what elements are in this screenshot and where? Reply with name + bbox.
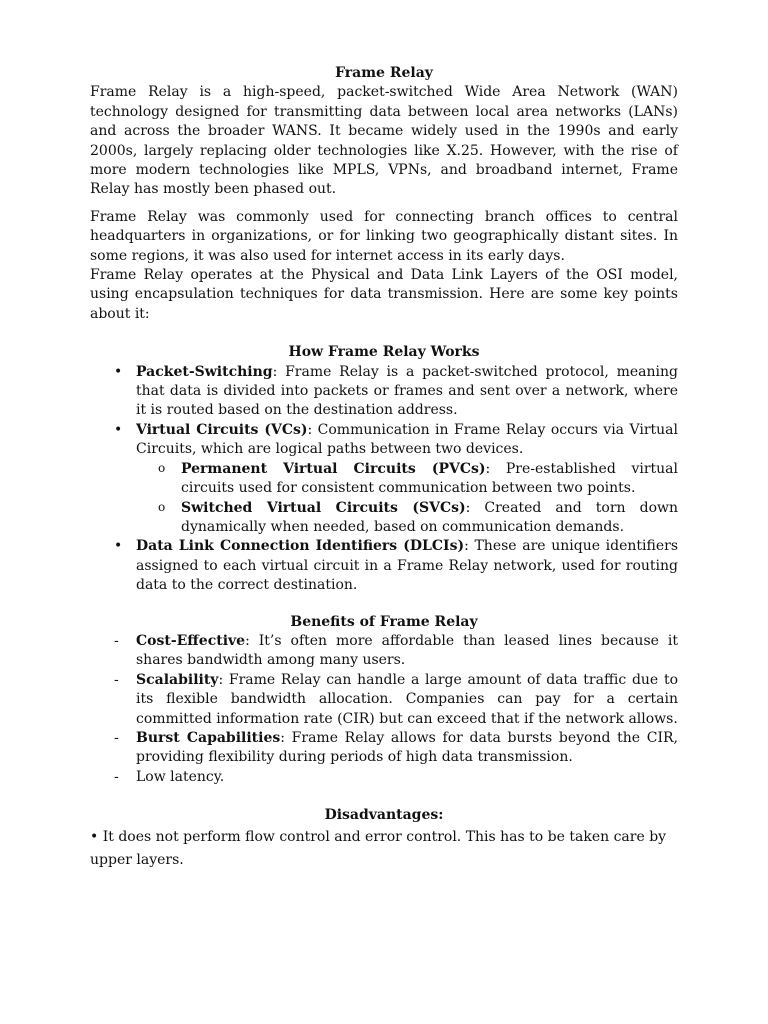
list-item xyxy=(90,421,678,537)
sub-bullet-marker: o xyxy=(158,460,166,475)
item-term: Burst Capabilities xyxy=(136,729,281,746)
how-it-works-list xyxy=(90,363,678,596)
document-title: Frame Relay xyxy=(335,65,433,81)
bullet-marker: • xyxy=(114,421,123,438)
intro-paragraph-3: Frame Relay operates at the Physical and Data Link Layers of the OSI model, using encapsulation techniques for data transmission. Here are some key points about it: xyxy=(90,267,678,322)
benefits-list xyxy=(90,632,678,787)
sub-list-item xyxy=(136,499,678,538)
dash-marker: - xyxy=(114,729,119,746)
dash-marker: - xyxy=(114,671,119,688)
item-term: Packet-Switching xyxy=(136,363,273,380)
dash-marker: - xyxy=(114,768,119,785)
item-term: Cost-Effective xyxy=(136,632,246,649)
item-text: : Communication in Frame Relay occurs via Virtual Circuits, which are logical paths between two devices. xyxy=(136,421,678,458)
item-text: : These are unique identifiers assigned to each virtual circuit in a Frame Relay network, used for routing data to the correct destination. xyxy=(136,538,678,594)
disadvantages-text: • It does not perform flow control and error control. This has to be taken care by upper layers. xyxy=(90,828,667,868)
sub-list xyxy=(136,460,678,538)
item-text: : Frame Relay allows for data bursts beyond the CIR, providing flexibility during periods of high data transmission. xyxy=(136,729,678,766)
item-text: Low latency. xyxy=(136,768,225,785)
item-term: Virtual Circuits (VCs) xyxy=(136,421,308,438)
sub-item-term: Permanent Virtual Circuits (PVCs) xyxy=(181,460,486,477)
dash-marker: - xyxy=(114,632,119,649)
item-text: : Frame Relay can handle a large amount of data traffic due to its flexible bandwidth allocation. Companies can pay for a certain committed information rate (CIR) but can exceed that if the network allows. xyxy=(136,671,678,727)
benefits-heading: Benefits of Frame Relay xyxy=(290,613,478,630)
list-item xyxy=(90,768,678,787)
sub-bullet-marker: o xyxy=(158,499,166,514)
item-text: : Frame Relay is a packet-switched protocol, meaning that data is divided into packets or frames and sent over a network, where it is routed based on the destination address. xyxy=(136,363,678,419)
how-it-works-heading: How Frame Relay Works xyxy=(288,344,480,361)
disadvantages-heading: Disadvantages: xyxy=(324,807,444,824)
item-term: Scalability xyxy=(136,671,219,688)
item-text: : It’s often more affordable than leased lines because it shares bandwidth among many users. xyxy=(136,632,678,669)
list-item xyxy=(90,537,678,595)
document-page xyxy=(90,64,678,872)
intro-paragraph-1: Frame Relay is a high-speed, packet-switched Wide Area Network (WAN) technology designed for transmitting data between local area networks (LANs) and across the broader WANS. It became widely used in the 1990s and early 2000s, largely replacing older technologies like X.25. However, with the rise of more modern technologies like MPLS, VPNs, and broadband internet, Frame Relay has mostly been phased out. xyxy=(90,84,678,198)
sub-list-item xyxy=(136,460,678,499)
bullet-marker: • xyxy=(114,538,123,555)
list-item xyxy=(90,632,678,671)
list-item xyxy=(90,729,678,768)
list-item xyxy=(90,363,678,421)
list-item xyxy=(90,671,678,729)
sub-item-term: Switched Virtual Circuits (SVCs) xyxy=(181,499,466,516)
intro-paragraph-2: Frame Relay was commonly used for connecting branch offices to central headquarters in organizations, or for linking two geographically distant sites. In some regions, it was also used for internet access in its early days. xyxy=(90,208,678,264)
bullet-marker: • xyxy=(114,363,123,380)
item-term: Data Link Connection Identifiers (DLCIs) xyxy=(136,538,465,555)
sub-item-text: : Created and torn down dynamically when needed, based on communication demands. xyxy=(181,499,678,535)
sub-item-text: : Pre-established virtual circuits used for consistent communication between two points. xyxy=(181,460,678,497)
